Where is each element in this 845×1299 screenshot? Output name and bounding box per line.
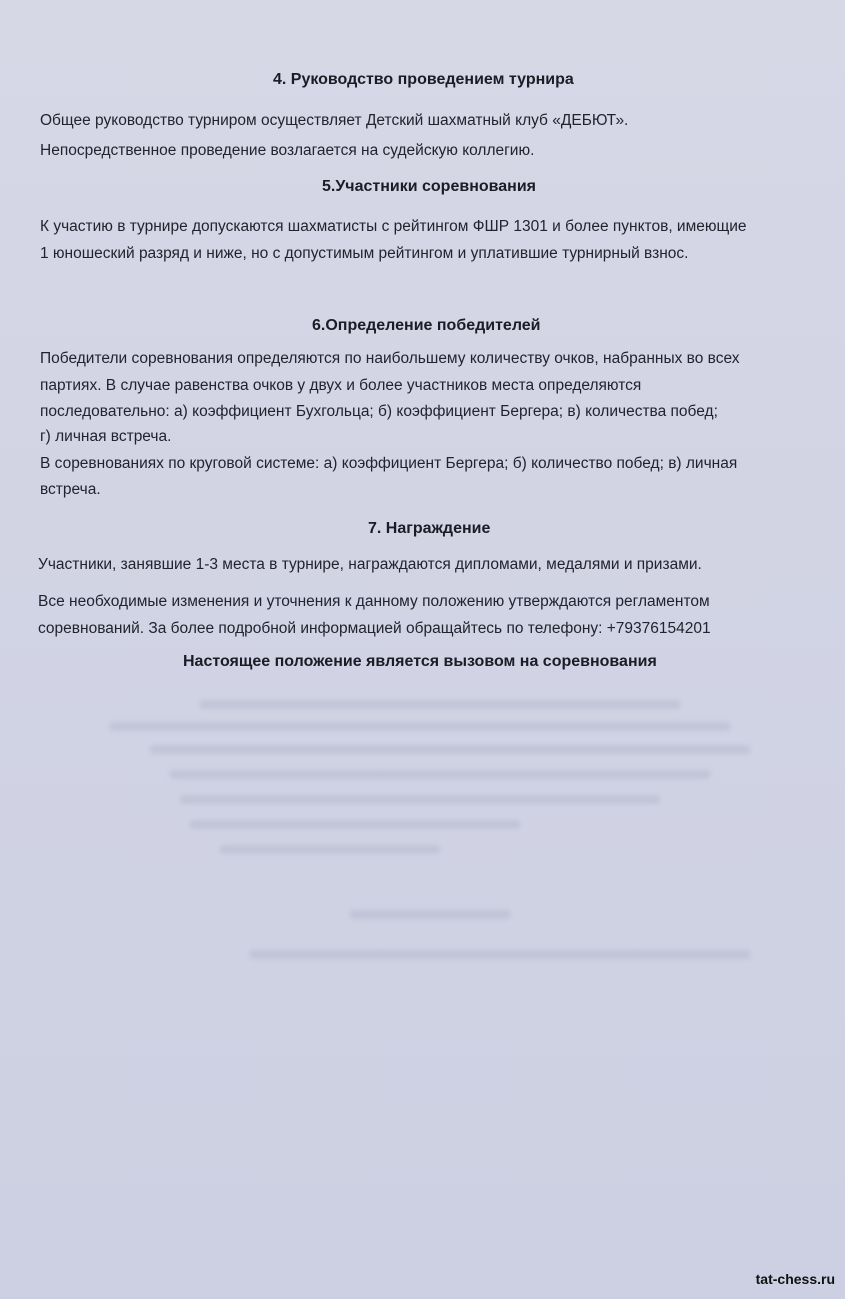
paper-bleed-through <box>170 770 710 779</box>
section-7-line-1: Участники, занявшие 1-3 места в турнире, награждаются дипломами, медалями и призами. <box>38 556 702 573</box>
paper-bleed-through <box>200 700 680 709</box>
section-7-line-3: соревнований. За более подробной информацией обращайтесь по телефону: +79376154201 <box>38 620 711 637</box>
section-5-line-2: 1 юношеский разряд и ниже, но с допустимым рейтингом и уплатившие турнирный взнос. <box>40 245 689 262</box>
section-6-line-6: встреча. <box>40 481 101 498</box>
paper-bleed-through <box>350 910 510 919</box>
paper-bleed-through <box>190 820 520 829</box>
section-6-line-5: В соревнованиях по круговой системе: а) коэффициент Бергера; б) количество побед; в) личная <box>40 455 738 472</box>
section-4-line-1: Общее руководство турниром осуществляет Детский шахматный клуб «ДЕБЮТ». <box>40 112 629 129</box>
section-5-heading: 5.Участники соревнования <box>322 178 536 195</box>
paper-bleed-through <box>110 722 730 731</box>
section-7-heading: 7. Награждение <box>368 520 491 537</box>
paper-bleed-through <box>220 845 440 854</box>
section-6-line-2: партиях. В случае равенства очков у двух и более участников места определяются <box>40 377 642 394</box>
site-watermark: tat-chess.ru <box>755 1271 835 1287</box>
paper-bleed-through <box>150 745 750 754</box>
section-7-line-2: Все необходимые изменения и уточнения к данному положению утверждаются регламентом <box>38 593 710 610</box>
section-6-line-3: последовательно: а) коэффициент Бухгольца; б) коэффициент Бергера; в) количества побед; <box>40 403 718 420</box>
section-6-line-1: Победители соревнования определяются по наибольшему количеству очков, набранных во всех <box>40 350 740 367</box>
paper-bleed-through <box>250 950 750 959</box>
section-5-line-1: К участию в турнире допускаются шахматисты с рейтингом ФШР 1301 и более пунктов, имеющие <box>40 218 747 235</box>
section-4-heading: 4. Руководство проведением турнира <box>273 71 574 88</box>
section-6-heading: 6.Определение победителей <box>312 317 541 334</box>
paper-bleed-through <box>180 795 660 804</box>
closing-statement: Настоящее положение является вызовом на соревнования <box>183 653 657 670</box>
section-6-line-4: г) личная встреча. <box>40 428 172 445</box>
section-4-line-2: Непосредственное проведение возлагается на судейскую коллегию. <box>40 142 535 159</box>
